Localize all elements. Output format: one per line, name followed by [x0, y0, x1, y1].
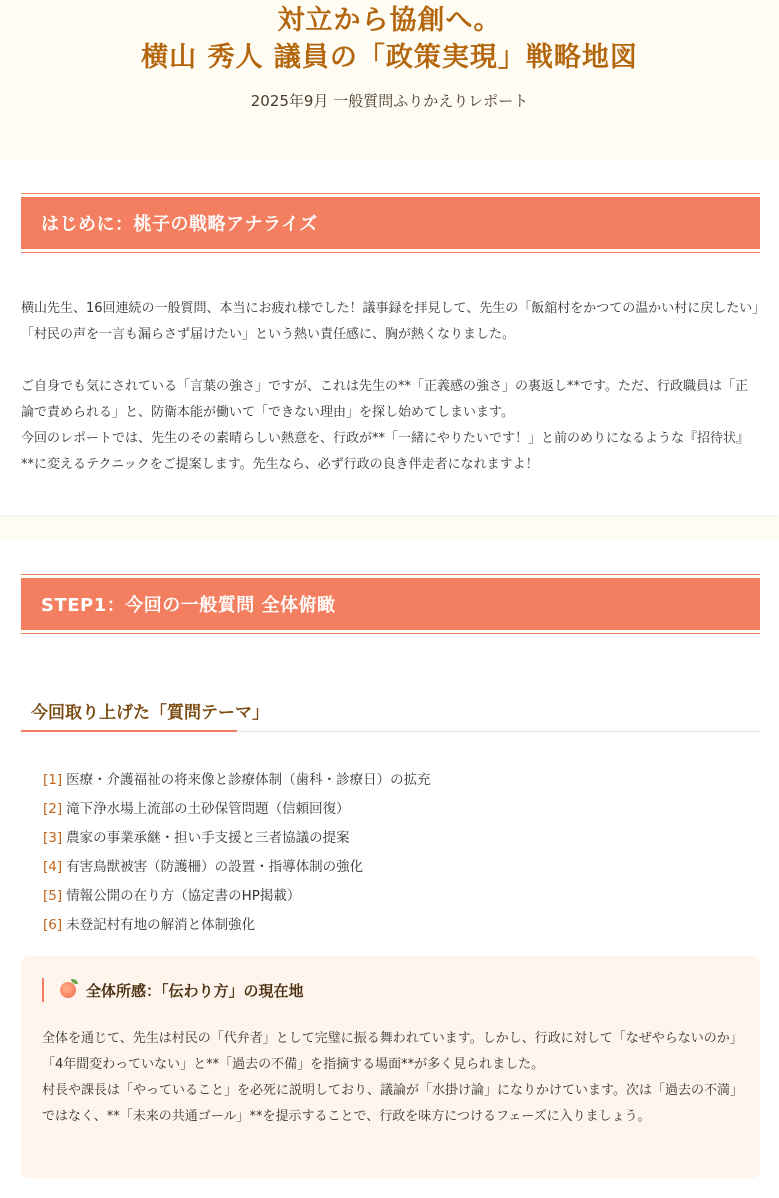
summary-paragraph-2: 村長や課長は「やっていること」を必死に説明しており、議論が「水掛け論」になりかけています。次は「過去の不満」ではなく、**「未来の共通ゴール」**を提示することで、行政を味方につけるフェーズに入りましょう。: [42, 1083, 737, 1124]
summary-box: [21, 956, 760, 1178]
summary-title-text: 全体所感：「伝わり方」の現在地: [86, 981, 304, 1000]
page-title: [0, 2, 779, 76]
intro-paragraph-2: ご自身でも気にされている「言葉の強さ」ですが、これは先生の**「正義感の強さ」の裏返し**です。ただ、行政職員は「正論で責められる」と、防衛本能が働いて「できない理由」を探し始めてしまいます。: [21, 379, 748, 420]
theme-text: 有害鳥獣被害（防護柵）の設置・指導体制の強化: [66, 859, 364, 875]
theme-number: [2]: [43, 801, 63, 817]
intro-paragraph-1: 横山先生、16回連続の一般質問、本当にお疲れ様でした！議事録を拝見して、先生の「飯舘村をかつての温かい村に戻したい」「村民の声を一言も漏らさず届けたい」という熱い責任感に、胸が熱くなりました。: [21, 301, 759, 342]
intro-paragraph-3: 今回のレポートでは、先生のその素晴らしい熱意を、行政が**「一緒にやりたいです！」と前のめりになるような『招待状』**に変えるテクニックをご提案します。先生なら、必ず行政の良き伴走者になれますよ！: [21, 431, 750, 472]
theme-item: [43, 824, 431, 853]
theme-item: [43, 853, 431, 882]
theme-item: [43, 911, 431, 940]
intro-section-title: はじめに：桃子の戦略アナライズ: [21, 197, 760, 249]
theme-number: [1]: [43, 772, 63, 788]
summary-title: [42, 978, 304, 1002]
intro-text: [21, 296, 760, 478]
theme-number: [5]: [43, 888, 63, 904]
theme-text: 農家の事業承継・担い手支援と三者協議の提案: [66, 830, 350, 846]
theme-number: [3]: [43, 830, 63, 846]
subheader-underline: [21, 730, 237, 732]
themes-subheader-label: 今回取り上げた「質問テーマ」: [31, 703, 269, 723]
theme-text: 医療・介護福祉の将来像と診療体制（歯科・診療日）の拡充: [66, 772, 431, 788]
theme-text: 情報公開の在り方（協定書のHP掲載）: [66, 888, 301, 904]
theme-number: [6]: [43, 917, 63, 933]
report-header: [0, 0, 779, 160]
step1-section-title: STEP1：今回の一般質問 全体俯瞰: [21, 578, 760, 630]
step1-card: [0, 540, 779, 1198]
intro-section-header: [21, 193, 760, 253]
theme-text: 未登記村有地の解消と体制強化: [66, 917, 256, 933]
step1-section-header: [21, 574, 760, 634]
themes-subheader: [21, 690, 760, 732]
theme-item: [43, 882, 431, 911]
intro-card: [0, 160, 779, 515]
peach-icon: [60, 982, 76, 998]
theme-item: [43, 795, 431, 824]
summary-body: [42, 1026, 742, 1130]
theme-list: [43, 766, 431, 940]
title-line-1: 対立から協創へ。: [277, 5, 502, 36]
theme-text: 滝下浄水場上流部の土砂保管問題（信頼回復）: [66, 801, 350, 817]
page-subtitle: 2025年9月 一般質問ふりかえりレポート: [250, 92, 529, 110]
theme-number: [4]: [43, 859, 63, 875]
title-line-2: 横山 秀人 議員の「政策実現」戦略地図: [141, 42, 638, 73]
summary-paragraph-1: 全体を通じて、先生は村民の「代弁者」として完璧に振る舞われています。しかし、行政に対して「なぜやらないのか」「4年間変わっていない」と**「過去の不備」を指摘する場面**が多く見られました。: [42, 1031, 737, 1072]
theme-item: [43, 766, 431, 795]
